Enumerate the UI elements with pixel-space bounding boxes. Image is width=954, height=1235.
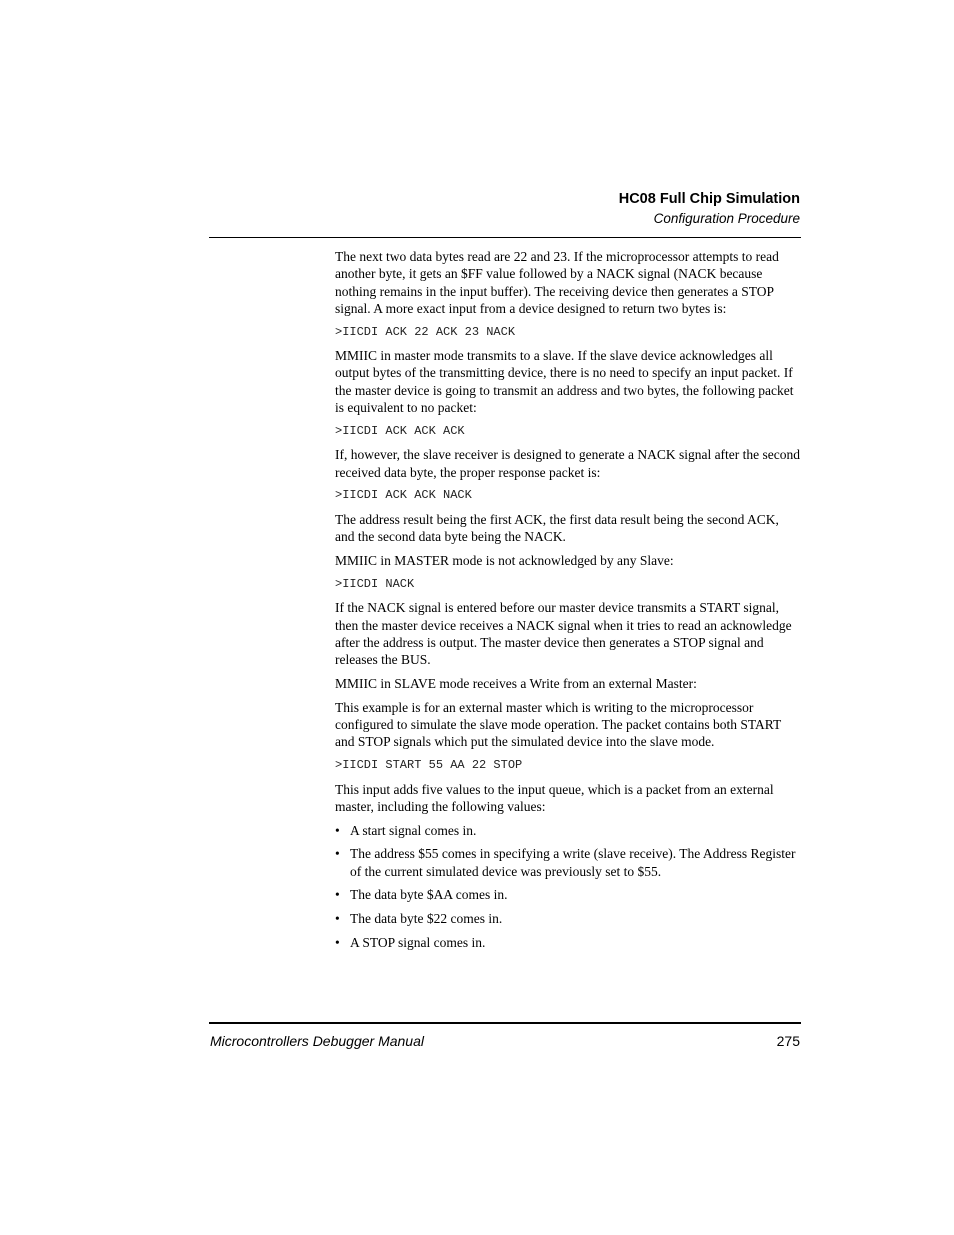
list-item — [335, 910, 801, 927]
bullet-icon: • — [335, 934, 340, 950]
list-item-text: The address $55 comes in specifying a write (slave receive). The Address Register of the current simulated device was previously set to $55. — [350, 846, 796, 879]
bullet-icon: • — [335, 846, 340, 862]
paragraph: MMIIC in MASTER mode is not acknowledged by any Slave: — [335, 553, 674, 569]
body-text — [335, 248, 801, 957]
list-item — [335, 934, 801, 951]
list-item-text: A start signal comes in. — [350, 822, 477, 838]
footer-manual-title: Microcontrollers Debugger Manual — [210, 1033, 424, 1049]
page-number: 275 — [776, 1033, 800, 1049]
list-item-text: The data byte $AA comes in. — [350, 887, 508, 903]
paragraph: If the NACK signal is entered before our master device transmits a START signal, then the master device receives a NACK signal when it tries to read an acknowledge after the address is output. The master device then generates a STOP signal and releases the BUS. — [335, 600, 792, 668]
paragraph: This input adds five values to the input queue, which is a packet from an external master, including the following values: — [335, 781, 774, 815]
paragraph: MMIIC in master mode transmits to a slave. If the slave device acknowledges all output bytes of the transmitting device, there is no need to specify an input packet. If the master device is going to transmit an address and two bytes, the following packet is equivalent to no packet: — [335, 348, 794, 416]
paragraph: MMIIC in SLAVE mode receives a Write from an external Master: — [335, 676, 697, 692]
code-line: >IICDI ACK ACK ACK — [335, 423, 465, 438]
header-rule — [209, 237, 801, 238]
running-header-subtitle: Configuration Procedure — [653, 211, 800, 226]
bullet-icon: • — [335, 822, 340, 838]
bullet-icon: • — [335, 910, 340, 926]
running-header-title: HC08 Full Chip Simulation — [618, 191, 800, 207]
paragraph: The next two data bytes read are 22 and 23. If the microprocessor attempts to read another byte, it gets an $FF value followed by a NACK signal (NACK because nothing remains in the input buffer). The receiving device then generates a STOP signal. A more exact input from a device designed to return two bytes is: — [335, 249, 779, 316]
bullet-list — [335, 822, 801, 951]
list-item — [335, 886, 801, 903]
code-line: >IICDI START 55 AA 22 STOP — [335, 758, 523, 773]
list-item-text: A STOP signal comes in. — [350, 934, 486, 950]
paragraph: The address result being the first ACK, the first data result being the second ACK, and the second data byte being the NACK. — [335, 511, 779, 545]
code-line: >IICDI ACK ACK NACK — [335, 488, 472, 503]
list-item — [335, 845, 801, 880]
code-line: >IICDI NACK — [335, 576, 415, 591]
paragraph: This example is for an external master which is writing to the microprocessor configured to simulate the slave mode operation. The packet contains both START and STOP signals which put the simulated device into the slave mode. — [335, 699, 782, 750]
list-item-text: The data byte $22 comes in. — [350, 910, 503, 926]
code-line: >IICDI ACK 22 ACK 23 NACK — [335, 324, 516, 339]
footer-rule — [209, 1022, 801, 1024]
bullet-icon: • — [335, 887, 340, 903]
paragraph: If, however, the slave receiver is designed to generate a NACK signal after the second received data byte, the proper response packet is: — [335, 447, 801, 480]
list-item — [335, 822, 801, 839]
